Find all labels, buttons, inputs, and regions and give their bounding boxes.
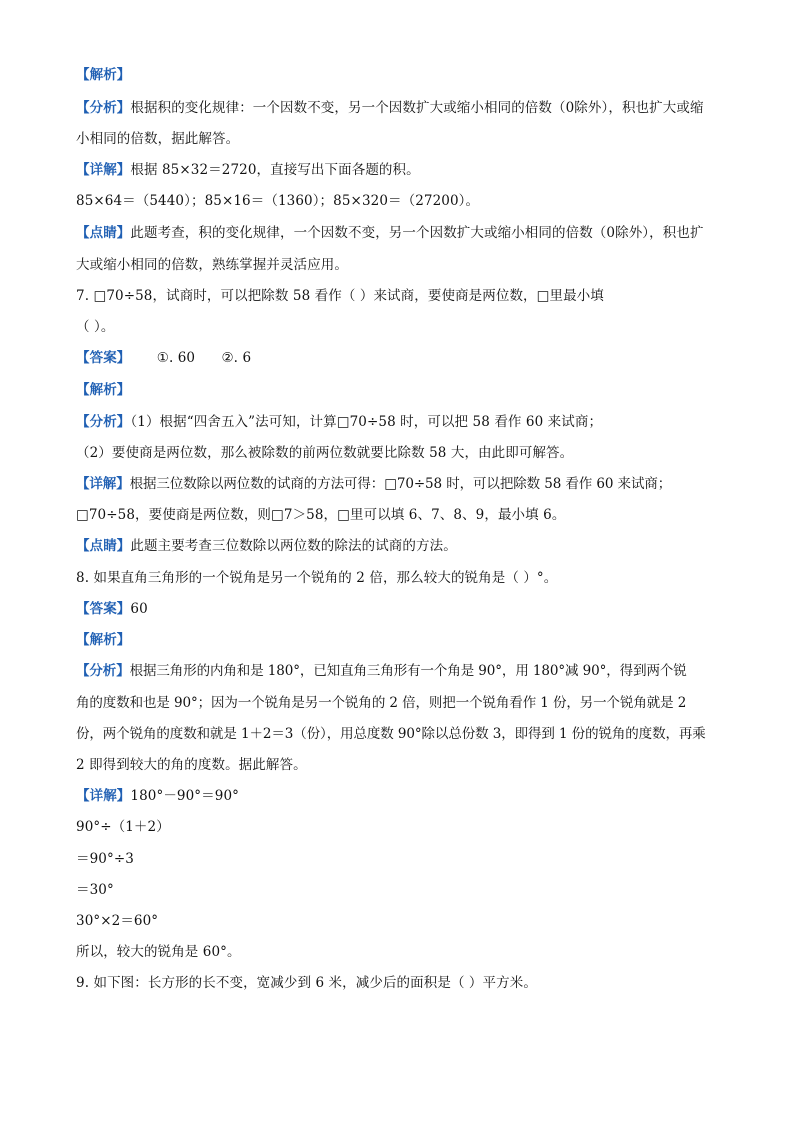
line-12 [76,444,726,462]
line-19 [76,662,726,680]
line-text: 8. 如果直角三角形的一个锐角是另一个锐角的 2 倍，那么较大的锐角是（ ）°。 [76,570,558,586]
line-text: 所以，较大的锐角是 60°。 [76,944,241,960]
line-text: ＝30° [76,882,114,898]
line-4 [76,192,726,210]
line-text: 85×64＝（5440）；85×16＝（1360）；85×320＝（27200）。 [76,193,480,209]
line-text: 小相同的倍数，据此解答。 [76,131,240,147]
line-text: 9. 如下图：长方形的长不变，宽减少到 6 米，减少后的面积是（ ）平方米。 [76,975,537,991]
section-tag: 【解析】 [76,632,131,648]
line-text: 根据三角形的内角和是 180°，已知直角三角形有一个角是 90°，用 180°减 90°，得到两个锐 [129,663,687,679]
line-26 [76,881,726,899]
section-tag: 【点睛】 [76,538,131,554]
line-2 [76,130,726,148]
line-13 [76,475,726,493]
line-text: （ ）。 [76,319,115,335]
line-0 [76,66,726,84]
line-text: （1）根据“四舍五入”法可知，计算□70÷58 时，可以把 58 看作 60 来试商； [130,414,603,430]
section-tag: 【详解】 [76,162,131,178]
line-14 [76,506,726,524]
line-text: ①. 60 ②. 6 [130,350,252,366]
question-7 [76,287,726,305]
section-tag: 【详解】 [76,788,131,804]
line-6 [76,256,726,274]
section-tag: 【点睛】 [76,225,131,241]
section-tag: 【解析】 [76,67,131,83]
line-28 [76,943,726,961]
line-8 [76,318,726,336]
line-text: （2）要使商是两位数，那么被除数的前两位数就要比除数 58 大，由此即可解答。 [76,445,574,461]
section-tag: 【分析】 [76,100,131,116]
line-text: □70÷58，要使商是两位数，则□7＞58，□里可以填 6、7、8、9，最小填 6。 [76,507,566,523]
line-text: 90°÷（1＋2） [76,819,170,835]
line-23 [76,787,726,805]
line-text: 份，两个锐角的度数和就是 1＋2＝3（份），用总度数 90°除以总份数 3，即得到 1 份的锐角的度数，再乘 [76,726,706,742]
line-22 [76,756,726,774]
line-1 [76,99,726,117]
line-11 [76,413,726,431]
section-tag: 【详解】 [76,476,130,492]
line-text: 2 即得到较大的角的度数。据此解答。 [76,757,307,773]
question-9 [76,974,726,992]
line-18 [76,631,726,649]
line-text: 根据三位数除以两位数的试商的方法可得：□70÷58 时，可以把除数 58 看作 60 来试商； [129,476,672,492]
line-text: 根据积的变化规律：一个因数不变，另一个因数扩大或缩小相同的倍数（0除外），积也扩大或缩 [130,100,704,116]
line-text: 180°－90°＝90° [130,788,239,804]
section-tag: 【解析】 [76,382,131,398]
line-27 [76,912,726,930]
section-tag: 【答案】 [76,601,131,617]
line-15 [76,537,726,555]
line-3 [76,161,726,179]
line-21 [76,725,726,743]
line-20 [76,694,726,712]
line-24 [76,818,726,836]
line-10 [76,381,726,399]
section-tag: 【分析】 [76,414,131,430]
line-text: 根据 85×32＝2720，直接写出下面各题的积。 [130,162,420,178]
section-tag: 【分析】 [76,663,130,679]
line-text: 此题考查，积的变化规律，一个因数不变，另一个因数扩大或缩小相同的倍数（0除外），积也扩 [130,225,704,241]
question-8 [76,569,726,587]
line-text: ＝90°÷3 [76,851,134,867]
line-text: 此题主要考查三位数除以两位数的除法的试商的方法。 [130,538,457,554]
line-text: 60 [130,601,148,617]
line-text: 30°×2＝60° [76,913,159,929]
section-tag: 【答案】 [76,350,131,366]
answer-8 [76,600,726,618]
answer-7 [76,349,726,367]
line-5 [76,224,726,242]
line-text: 大或缩小相同的倍数，熟练掌握并灵活应用。 [76,257,348,273]
line-text: 角的度数和也是 90°；因为一个锐角是另一个锐角的 2 倍，则把一个锐角看作 1 份，另一个锐角就是 2 [76,695,687,711]
line-25 [76,850,726,868]
line-text: 7. □70÷58，试商时，可以把除数 58 看作（ ）来试商，要使商是两位数，□里最小填 [76,288,604,304]
